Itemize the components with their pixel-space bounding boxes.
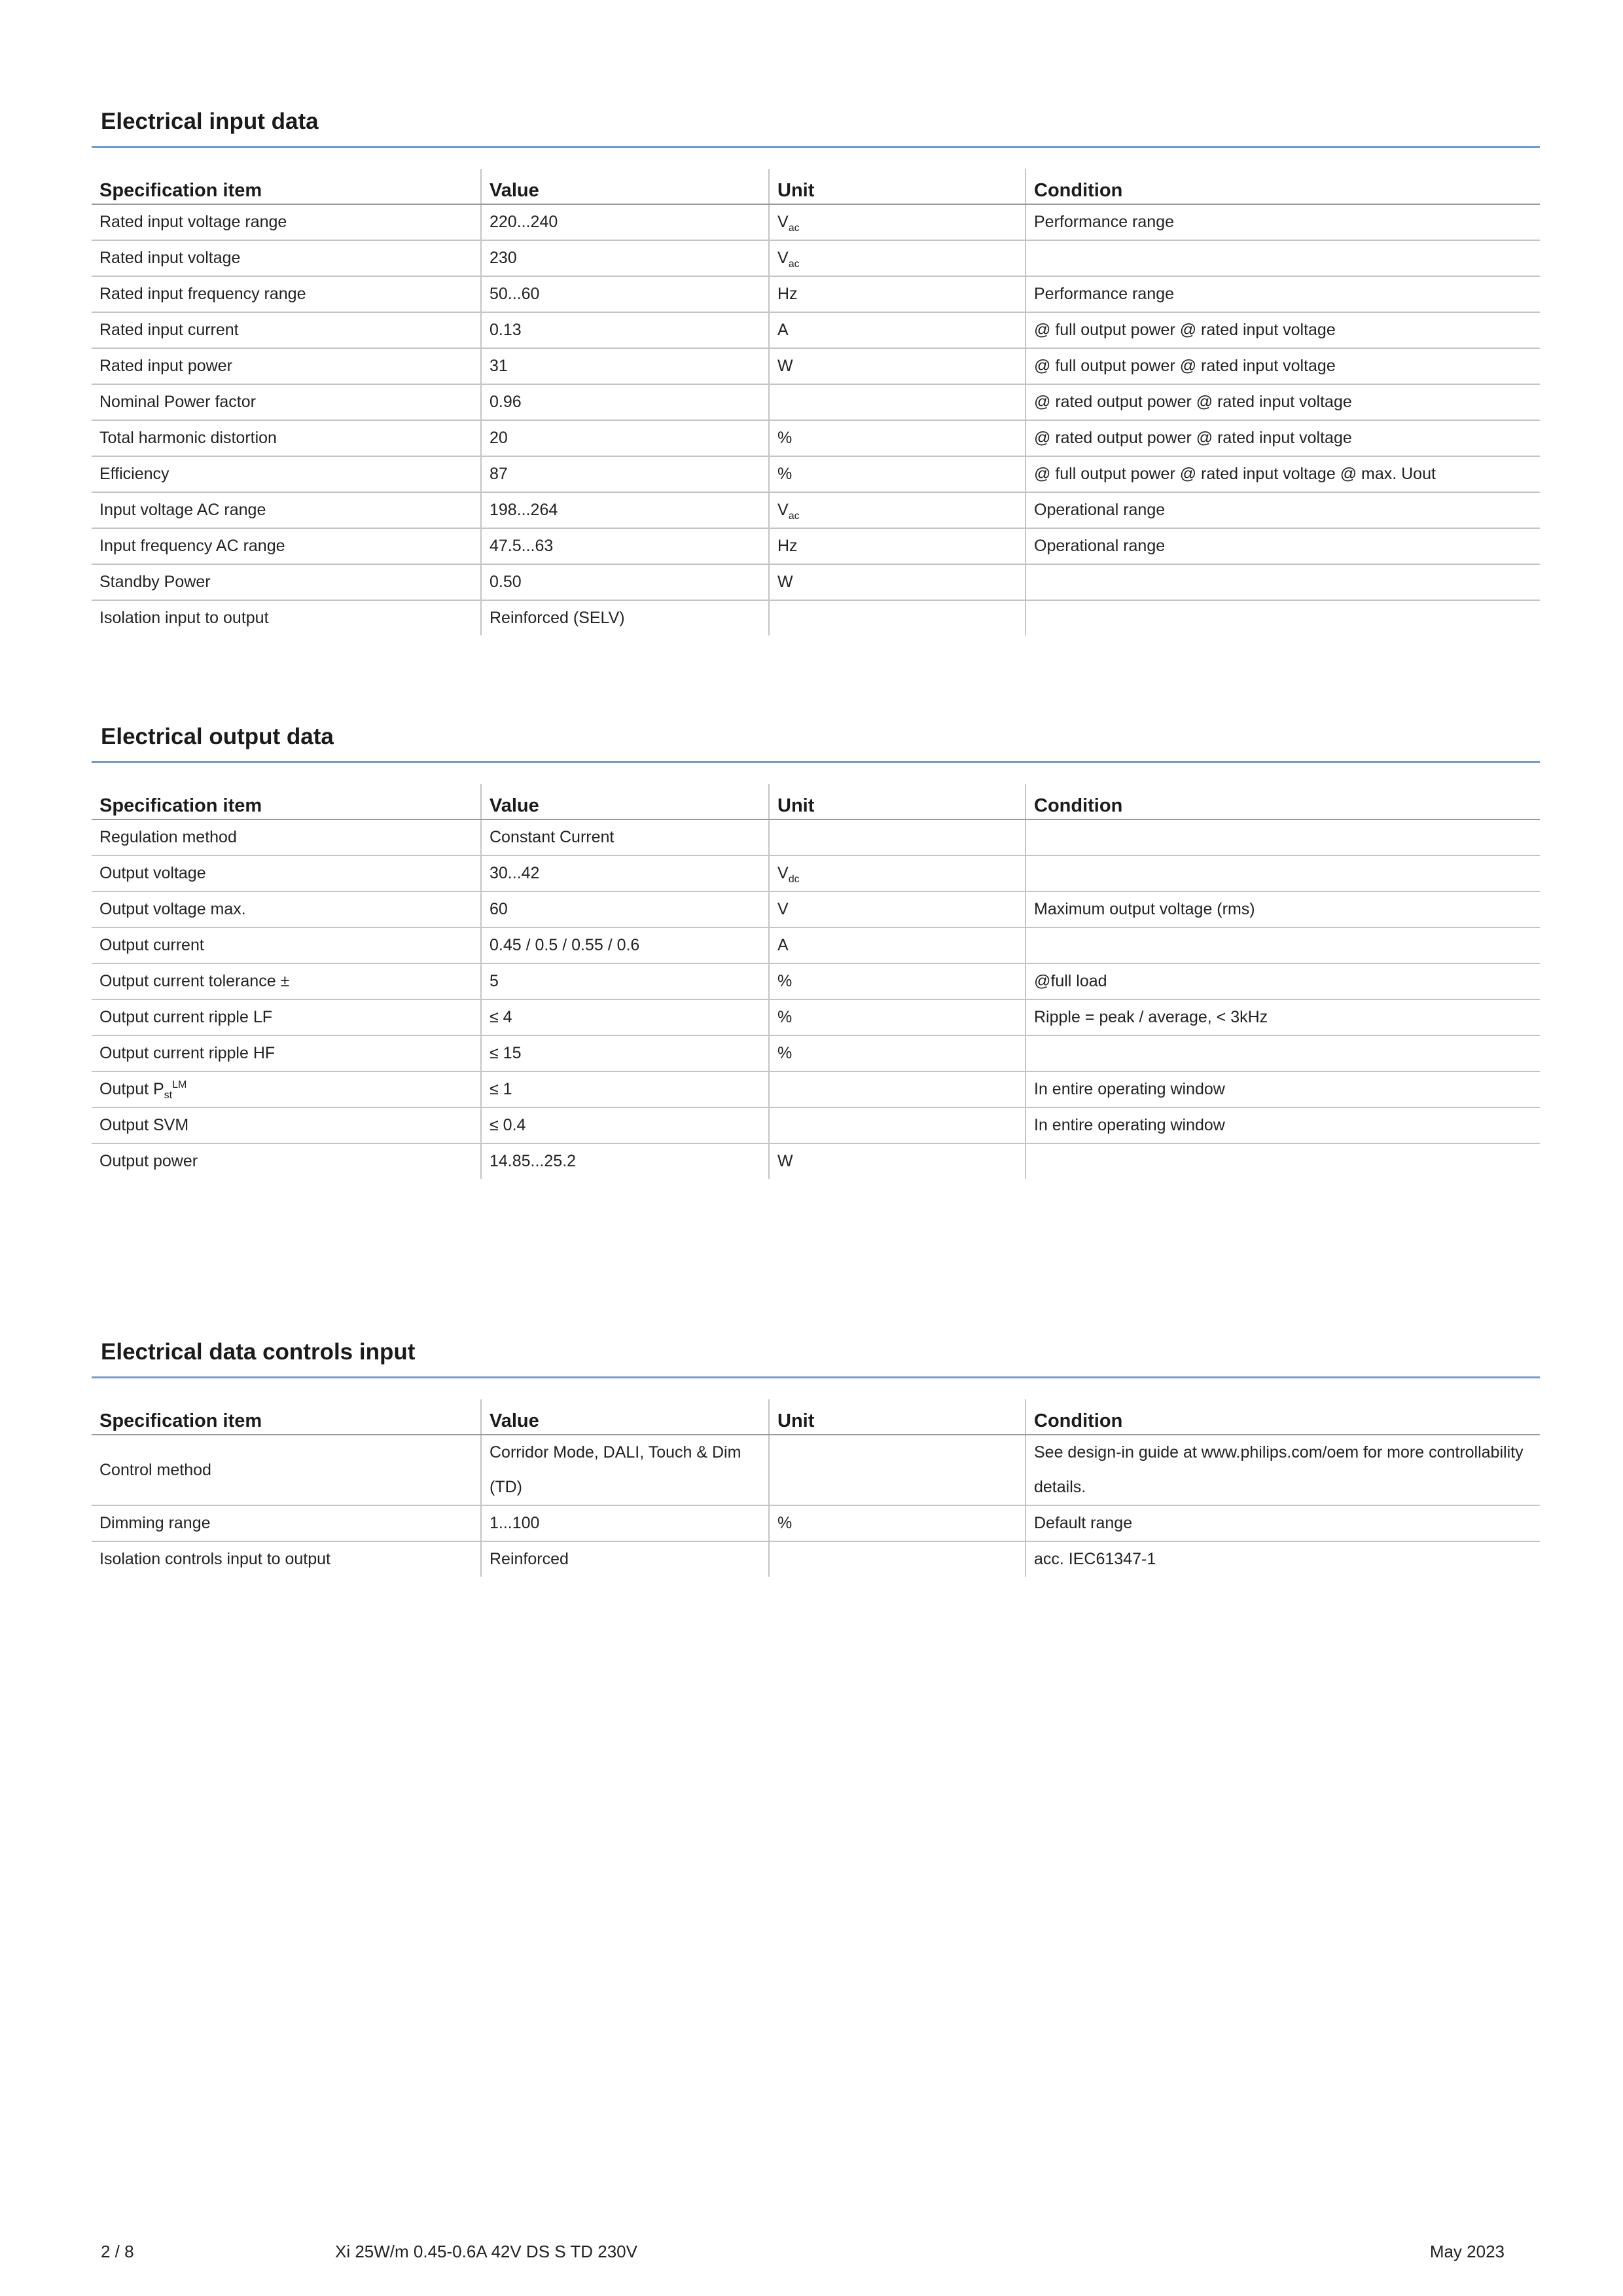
spec-unit: V: [777, 864, 789, 882]
section-title: Electrical output data: [101, 724, 334, 749]
spec-unit-cell: [769, 927, 1026, 963]
spec-item-cell: [92, 528, 481, 564]
spec-condition: [1026, 240, 1540, 276]
table-row: [92, 348, 1540, 384]
spec-unit-cell: [769, 276, 1026, 312]
spec-item-label: Output current tolerance ±: [99, 972, 290, 990]
spec-item-cell: [92, 855, 481, 891]
spec-condition: @ full output power @ rated input voltage: [1026, 348, 1540, 384]
spec-condition: @ rated output power @ rated input voltage: [1026, 384, 1540, 420]
table-row: [92, 1541, 1540, 1577]
table-header-row: [92, 1399, 1540, 1435]
spec-unit: W: [777, 1152, 793, 1170]
spec-unit: %: [777, 1008, 793, 1026]
spec-item-label: Rated input frequency range: [99, 285, 306, 303]
table-row: [92, 855, 1540, 891]
spec-value: 30...42: [481, 855, 769, 891]
spec-condition: [1026, 600, 1540, 636]
spec-unit-cell: [769, 204, 1026, 240]
spec-item-superscript: LM: [172, 1079, 187, 1090]
spec-item-label: Isolation controls input to output: [99, 1550, 331, 1568]
column-header-item: Specification item: [92, 1399, 481, 1435]
spec-item-cell: [92, 420, 481, 456]
spec-unit-cell: [769, 891, 1026, 927]
spec-item-cell: [92, 963, 481, 999]
table-row: [92, 384, 1540, 420]
section-title: Electrical data controls input: [101, 1339, 416, 1365]
spec-unit-cell: [769, 492, 1026, 528]
spec-unit-cell: [769, 312, 1026, 348]
spec-value: 1...100: [481, 1505, 769, 1541]
spec-value: Constant Current: [481, 819, 769, 855]
spec-item-label: Nominal Power factor: [99, 393, 256, 411]
page-number: 2 / 8: [101, 2242, 134, 2261]
spec-unit-cell: [769, 420, 1026, 456]
spec-condition: @full load: [1026, 963, 1540, 999]
spec-unit: Hz: [777, 537, 798, 555]
spec-unit: V: [777, 213, 789, 231]
spec-unit: V: [777, 501, 789, 519]
column-header-value: Value: [481, 784, 769, 819]
column-header-item: Specification item: [92, 784, 481, 819]
spec-value: 5: [481, 963, 769, 999]
spec-item-cell: [92, 1035, 481, 1071]
spec-table: [92, 169, 1540, 636]
spec-unit-cell: [769, 1071, 1026, 1107]
spec-unit-cell: [769, 240, 1026, 276]
spec-unit: V: [777, 249, 789, 267]
spec-item-cell: [92, 1435, 481, 1505]
spec-unit-cell: [769, 819, 1026, 855]
spec-condition: [1026, 564, 1540, 600]
spec-unit-cell: [769, 1035, 1026, 1071]
spec-item-label: Dimming range: [99, 1514, 211, 1532]
spec-unit-cell: [769, 456, 1026, 492]
spec-item-cell: [92, 1143, 481, 1179]
spec-item-label: Output current ripple HF: [99, 1044, 276, 1062]
spec-item-label: Input frequency AC range: [99, 537, 285, 555]
spec-item-label: Efficiency: [99, 465, 169, 483]
table-row: [92, 999, 1540, 1035]
spec-item-label: Rated input power: [99, 357, 232, 375]
spec-value: 50...60: [481, 276, 769, 312]
column-header-value: Value: [481, 1399, 769, 1435]
spec-item-cell: [92, 276, 481, 312]
table-header-row: [92, 169, 1540, 204]
spec-value: 0.50: [481, 564, 769, 600]
table-row: [92, 528, 1540, 564]
spec-unit-cell: [769, 600, 1026, 636]
spec-value: Reinforced (SELV): [481, 600, 769, 636]
table-row: [92, 312, 1540, 348]
spec-item-cell: [92, 999, 481, 1035]
column-header-condition: Condition: [1026, 1399, 1540, 1435]
table-row: [92, 564, 1540, 600]
spec-item-label: Total harmonic distortion: [99, 429, 277, 447]
spec-unit-cell: [769, 1435, 1026, 1505]
spec-condition: In entire operating window: [1026, 1107, 1540, 1143]
spec-value: 0.13: [481, 312, 769, 348]
spec-item-cell: [92, 492, 481, 528]
spec-item-label: Output current ripple LF: [99, 1008, 273, 1026]
table-row: [92, 492, 1540, 528]
table-row: [92, 927, 1540, 963]
spec-item-cell: [92, 1071, 481, 1107]
spec-item-label: Control method: [99, 1460, 211, 1479]
spec-unit-cell: [769, 963, 1026, 999]
spec-unit: W: [777, 573, 793, 591]
spec-unit: %: [777, 1044, 793, 1062]
spec-value: ≤ 15: [481, 1035, 769, 1071]
spec-condition: Operational range: [1026, 528, 1540, 564]
spec-unit: Hz: [777, 285, 798, 303]
spec-item-cell: [92, 600, 481, 636]
section-electrical-input: [92, 101, 1540, 636]
table-row: [92, 891, 1540, 927]
spec-item-cell: [92, 312, 481, 348]
table-row: [92, 1107, 1540, 1143]
publication-date: May 2023: [1429, 2242, 1505, 2261]
spec-unit-cell: [769, 564, 1026, 600]
table-header-row: [92, 784, 1540, 819]
spec-value: Corridor Mode, DALI, Touch & Dim (TD): [481, 1435, 769, 1505]
spec-unit-cell: [769, 1143, 1026, 1179]
spec-condition: [1026, 1143, 1540, 1179]
spec-value: 31: [481, 348, 769, 384]
spec-condition: @ full output power @ rated input voltage: [1026, 312, 1540, 348]
spec-item-label: Output P: [99, 1080, 164, 1098]
spec-unit-subscript: ac: [788, 511, 800, 522]
table-row: [92, 204, 1540, 240]
column-header-unit: Unit: [769, 169, 1026, 204]
spec-condition: Performance range: [1026, 276, 1540, 312]
column-header-unit: Unit: [769, 784, 1026, 819]
spec-unit: A: [777, 321, 789, 339]
spec-unit: %: [777, 465, 793, 483]
spec-condition: Maximum output voltage (rms): [1026, 891, 1540, 927]
table-row: [92, 240, 1540, 276]
spec-unit: A: [777, 936, 789, 954]
spec-condition: Performance range: [1026, 204, 1540, 240]
spec-item-label: Rated input voltage range: [99, 213, 287, 231]
spec-item-cell: [92, 240, 481, 276]
spec-table: [92, 784, 1540, 1179]
table-row: [92, 420, 1540, 456]
spec-item-label: Input voltage AC range: [99, 501, 266, 519]
spec-unit-cell: [769, 528, 1026, 564]
spec-condition: [1026, 927, 1540, 963]
spec-item-label: Output current: [99, 936, 204, 954]
spec-item-label: Output SVM: [99, 1116, 189, 1134]
spec-item-label: Rated input current: [99, 321, 239, 339]
spec-condition: Ripple = peak / average, < 3kHz: [1026, 999, 1540, 1035]
spec-item-cell: [92, 564, 481, 600]
table-row: [92, 1435, 1540, 1505]
product-name: Xi 25W/m 0.45-0.6A 42V DS S TD 230V: [335, 2242, 637, 2261]
table-row: [92, 1071, 1540, 1107]
spec-unit: %: [777, 1514, 793, 1532]
spec-value: ≤ 1: [481, 1071, 769, 1107]
spec-item-label: Isolation input to output: [99, 609, 269, 627]
spec-item-label: Standby Power: [99, 573, 211, 591]
spec-value: 20: [481, 420, 769, 456]
spec-item-label: Regulation method: [99, 828, 237, 846]
spec-unit-cell: [769, 384, 1026, 420]
spec-value: 47.5...63: [481, 528, 769, 564]
table-row: [92, 819, 1540, 855]
column-header-condition: Condition: [1026, 784, 1540, 819]
spec-value: 0.96: [481, 384, 769, 420]
section-divider: [92, 761, 1540, 763]
spec-item-cell: [92, 1505, 481, 1541]
section-controls-input: [92, 1332, 1540, 1577]
column-header-condition: Condition: [1026, 169, 1540, 204]
spec-item-cell: [92, 819, 481, 855]
spec-unit-cell: [769, 1107, 1026, 1143]
spec-item-cell: [92, 348, 481, 384]
spec-condition: [1026, 1035, 1540, 1071]
spec-item-cell: [92, 204, 481, 240]
spec-item-cell: [92, 1107, 481, 1143]
column-header-unit: Unit: [769, 1399, 1026, 1435]
spec-unit: %: [777, 429, 793, 447]
spec-condition: @ rated output power @ rated input voltage: [1026, 420, 1540, 456]
spec-value: 230: [481, 240, 769, 276]
spec-item-cell: [92, 891, 481, 927]
spec-value: 0.45 / 0.5 / 0.55 / 0.6: [481, 927, 769, 963]
column-header-value: Value: [481, 169, 769, 204]
spec-condition: Operational range: [1026, 492, 1540, 528]
section-title: Electrical input data: [101, 109, 319, 134]
spec-unit-subscript: ac: [788, 259, 800, 270]
spec-item-cell: [92, 927, 481, 963]
spec-item-label: Output voltage: [99, 864, 206, 882]
spec-unit-cell: [769, 999, 1026, 1035]
section-electrical-output: [92, 717, 1540, 1179]
spec-unit: %: [777, 972, 793, 990]
spec-item-cell: [92, 384, 481, 420]
spec-condition: acc. IEC61347-1: [1026, 1541, 1540, 1577]
spec-item-label: Rated input voltage: [99, 249, 241, 267]
spec-value: 60: [481, 891, 769, 927]
spec-unit: V: [777, 900, 789, 918]
spec-unit-subscript: dc: [788, 874, 800, 885]
spec-unit-cell: [769, 1505, 1026, 1541]
spec-value: 14.85...25.2: [481, 1143, 769, 1179]
table-row: [92, 1505, 1540, 1541]
spec-unit-subscript: ac: [788, 223, 800, 234]
spec-condition: @ full output power @ rated input voltage @ max. Uout: [1026, 456, 1540, 492]
table-row: [92, 600, 1540, 636]
spec-item-label: Output power: [99, 1152, 198, 1170]
spec-unit-cell: [769, 348, 1026, 384]
spec-condition: Default range: [1026, 1505, 1540, 1541]
table-row: [92, 1035, 1540, 1071]
spec-value: ≤ 4: [481, 999, 769, 1035]
spec-condition: See design-in guide at www.philips.com/oem for more controllability details.: [1026, 1435, 1540, 1505]
table-row: [92, 963, 1540, 999]
spec-condition: [1026, 819, 1540, 855]
spec-item-cell: [92, 456, 481, 492]
spec-item-label: Output voltage max.: [99, 900, 246, 918]
section-divider: [92, 1376, 1540, 1378]
table-row: [92, 456, 1540, 492]
table-row: [92, 276, 1540, 312]
spec-unit: W: [777, 357, 793, 375]
spec-value: 198...264: [481, 492, 769, 528]
spec-value: 87: [481, 456, 769, 492]
spec-item-cell: [92, 1541, 481, 1577]
table-row: [92, 1143, 1540, 1179]
spec-value: Reinforced: [481, 1541, 769, 1577]
section-divider: [92, 146, 1540, 148]
spec-unit-cell: [769, 1541, 1026, 1577]
spec-value: ≤ 0.4: [481, 1107, 769, 1143]
spec-value: 220...240: [481, 204, 769, 240]
spec-table: [92, 1399, 1540, 1577]
spec-item-subscript: st: [164, 1090, 173, 1101]
column-header-item: Specification item: [92, 169, 481, 204]
spec-condition: In entire operating window: [1026, 1071, 1540, 1107]
spec-condition: [1026, 855, 1540, 891]
spec-unit-cell: [769, 855, 1026, 891]
